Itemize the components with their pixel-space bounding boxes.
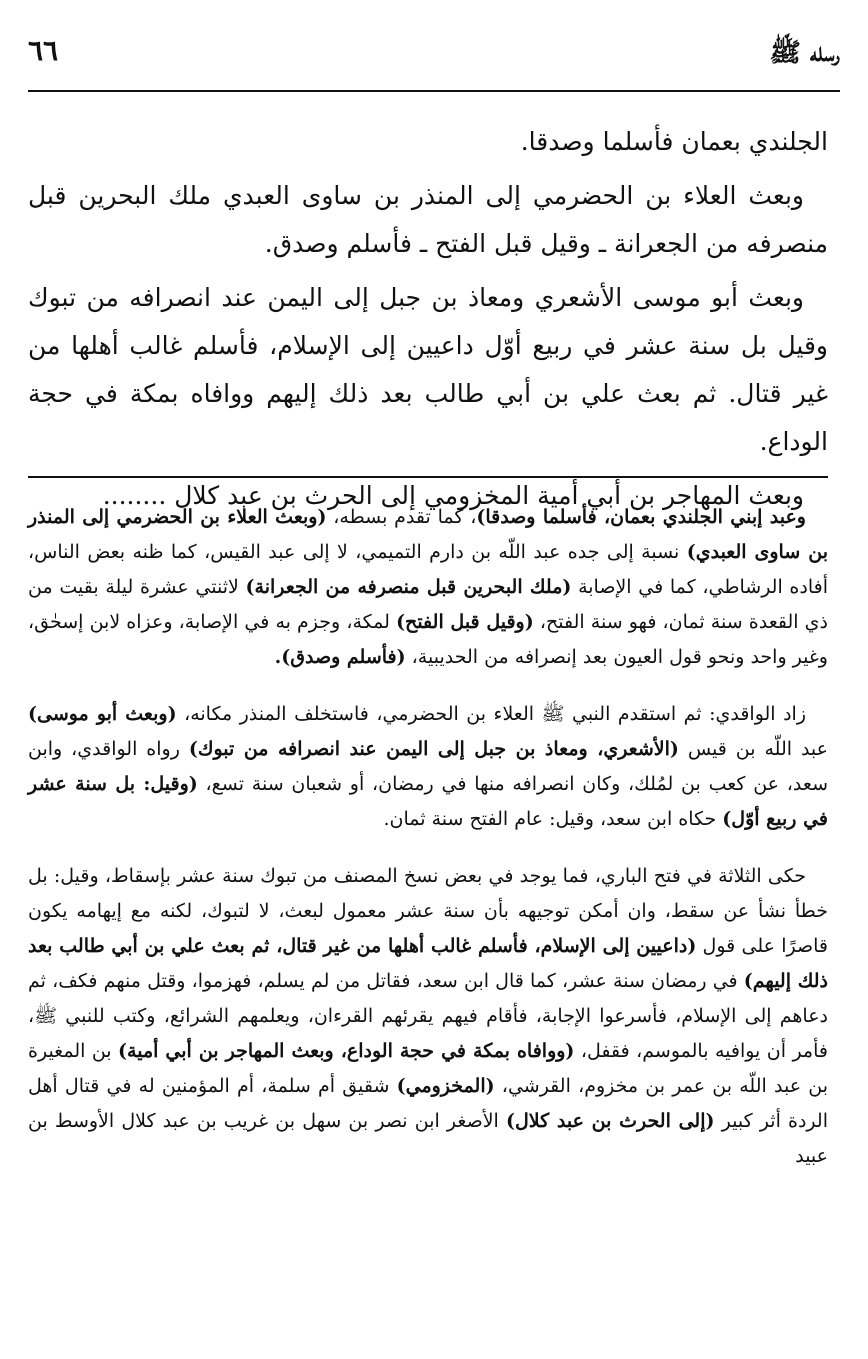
commentary-paragraph (28, 859, 828, 1174)
commentary-text: لاثنتي عشرة ليلة بقيت من ذي القعدة سنة ثمان، فهو سنة الفتح، (28, 576, 828, 633)
commentary-text: نسبة إلى جده عبد اللّه بن دارم التميمي، لا إلى عبد القيس، كما ظنه بعض الناس، أفاده الرشاطي، كما في الإصابة (28, 541, 828, 598)
main-paragraph: وبعث المهاجر بن أبي أمية المخزومي إلى الحرث بن عبد كلال ........ (102, 481, 804, 510)
header-rule (28, 90, 840, 92)
quoted-text: (وبعث أبو موسى) (28, 703, 177, 725)
quoted-text: (ملك البحرين قبل منصرفه من الجعرانة) (245, 576, 572, 598)
commentary-text: الأصغر ابن نصر بن سهل بن غريب بن عبد كلال الأوسط بن عبيد (28, 1110, 828, 1167)
main-text (28, 118, 828, 526)
commentary-text: ، كما تقدم بسطه، (326, 506, 477, 528)
page-number: ٦٦ (28, 34, 59, 67)
quoted-text: (داعيين إلى الإسلام، فأسلم غالب أهلها من غير قتال، ثم بعث علي بن أبي طالب بعد ذلك إليهم) (28, 935, 828, 992)
running-title: رسله ﷺ (769, 38, 840, 68)
commentary (28, 500, 828, 1196)
page-header (28, 28, 840, 84)
commentary-text: حكاه ابن سعد، وقيل: عام الفتح سنة ثمان. (383, 808, 723, 830)
main-paragraph: وبعث العلاء بن الحضرمي إلى المنذر بن ساوى العبدي ملك البحرين قبل منصرفه من الجعرانة ـ وقيل قبل الفتح ـ فأسلم وصدق. (28, 181, 828, 258)
quoted-text: (وبعث العلاء بن الحضرمي إلى المنذر بن ساوى العبدي) (28, 506, 828, 563)
commentary-paragraph (28, 697, 828, 837)
quoted-text: (المخزومي) (396, 1075, 495, 1097)
commentary-text: حكى الثلاثة في فتح الباري، فما يوجد في بعض نسخ المصنف من تبوك سنة عشر بإسقاط، وقيل: بل خطأ نشأ عن سقط، وان أمكن توجيهه بأن سنة عشر معمول لبعث، لا لتبوك، لكنه مع إيهامه يكون قاصرًا على قول (28, 865, 828, 957)
quoted-text: (ووافاه بمكة في حجة الوداع، وبعث المهاجر بن أبي أمية) (118, 1040, 575, 1062)
commentary-text: عبد اللّه بن قيس (678, 738, 829, 760)
main-paragraph: وبعث أبو موسى الأشعري ومعاذ بن جبل إلى اليمن عند انصرافه من تبوك وقيل بل سنة عشر في ربيع أوّل داعيين إلى الإسلام، فأسلم غالب أهلها من غير قتال. ثم بعث علي بن أبي طالب بعد ذلك إليهم ووافاه بمكة في حجة الوداع. (28, 283, 828, 456)
quoted-text: (وقيل: بل سنة عشر في ربيع أوّل) (28, 773, 828, 830)
quoted-text: (فأسلم وصدق). (274, 646, 406, 668)
quoted-text: وعبد إبني الجلندي بعمان، فأسلما وصدقا) (476, 506, 806, 528)
main-paragraph: الجلندي بعمان فأسلما وصدقا. (520, 127, 828, 156)
commentary-text: لمكة، وجزم به في الإصابة، وعزاه لابن إسحٰق، وغير واحد ونحو قول العيون بعد إنصرافه من الحديبية، (28, 611, 828, 668)
commentary-text: بن المغيرة بن عبد اللّه بن عمر بن مخزوم، القرشي، (28, 1040, 829, 1097)
commentary-text: شقيق أم سلمة، أم المؤمنين له في قتال أهل الردة أثر كبير (28, 1075, 828, 1132)
footnote-rule (28, 476, 828, 478)
quoted-text: (وقيل قبل الفتح) (396, 611, 534, 633)
quoted-text: (الأشعري، ومعاذ بن جبل إلى اليمن عند انصرافه من تبوك) (188, 738, 679, 760)
commentary-text: في رمضان سنة عشر، كما قال ابن سعد، فقاتل من لم يسلم، فهزموا، وقتل منهم فكف، ثم دعاهم إلى الإسلام، فأسرعوا الإجابة، فأقام فيهم يقرئهم القرءان، ويعلمهم الشرائع، وكتب للنبي ﷺ، فأمر أن يوافيه بالموسم، فقفل، (28, 970, 828, 1062)
commentary-paragraph (28, 500, 828, 675)
commentary-text: زاد الواقدي: ثم استقدم النبي ﷺ العلاء بن الحضرمي، فاستخلف المنذر مكانه، (176, 703, 806, 725)
commentary-text: رواه الواقدي، وابن سعد، عن كعب بن لمُلك، وكان انصرافه منها في رمضان، أو شعبان سنة تسع، (28, 738, 828, 795)
quoted-text: (إلى الحرث بن عبد كلال) (505, 1110, 715, 1132)
